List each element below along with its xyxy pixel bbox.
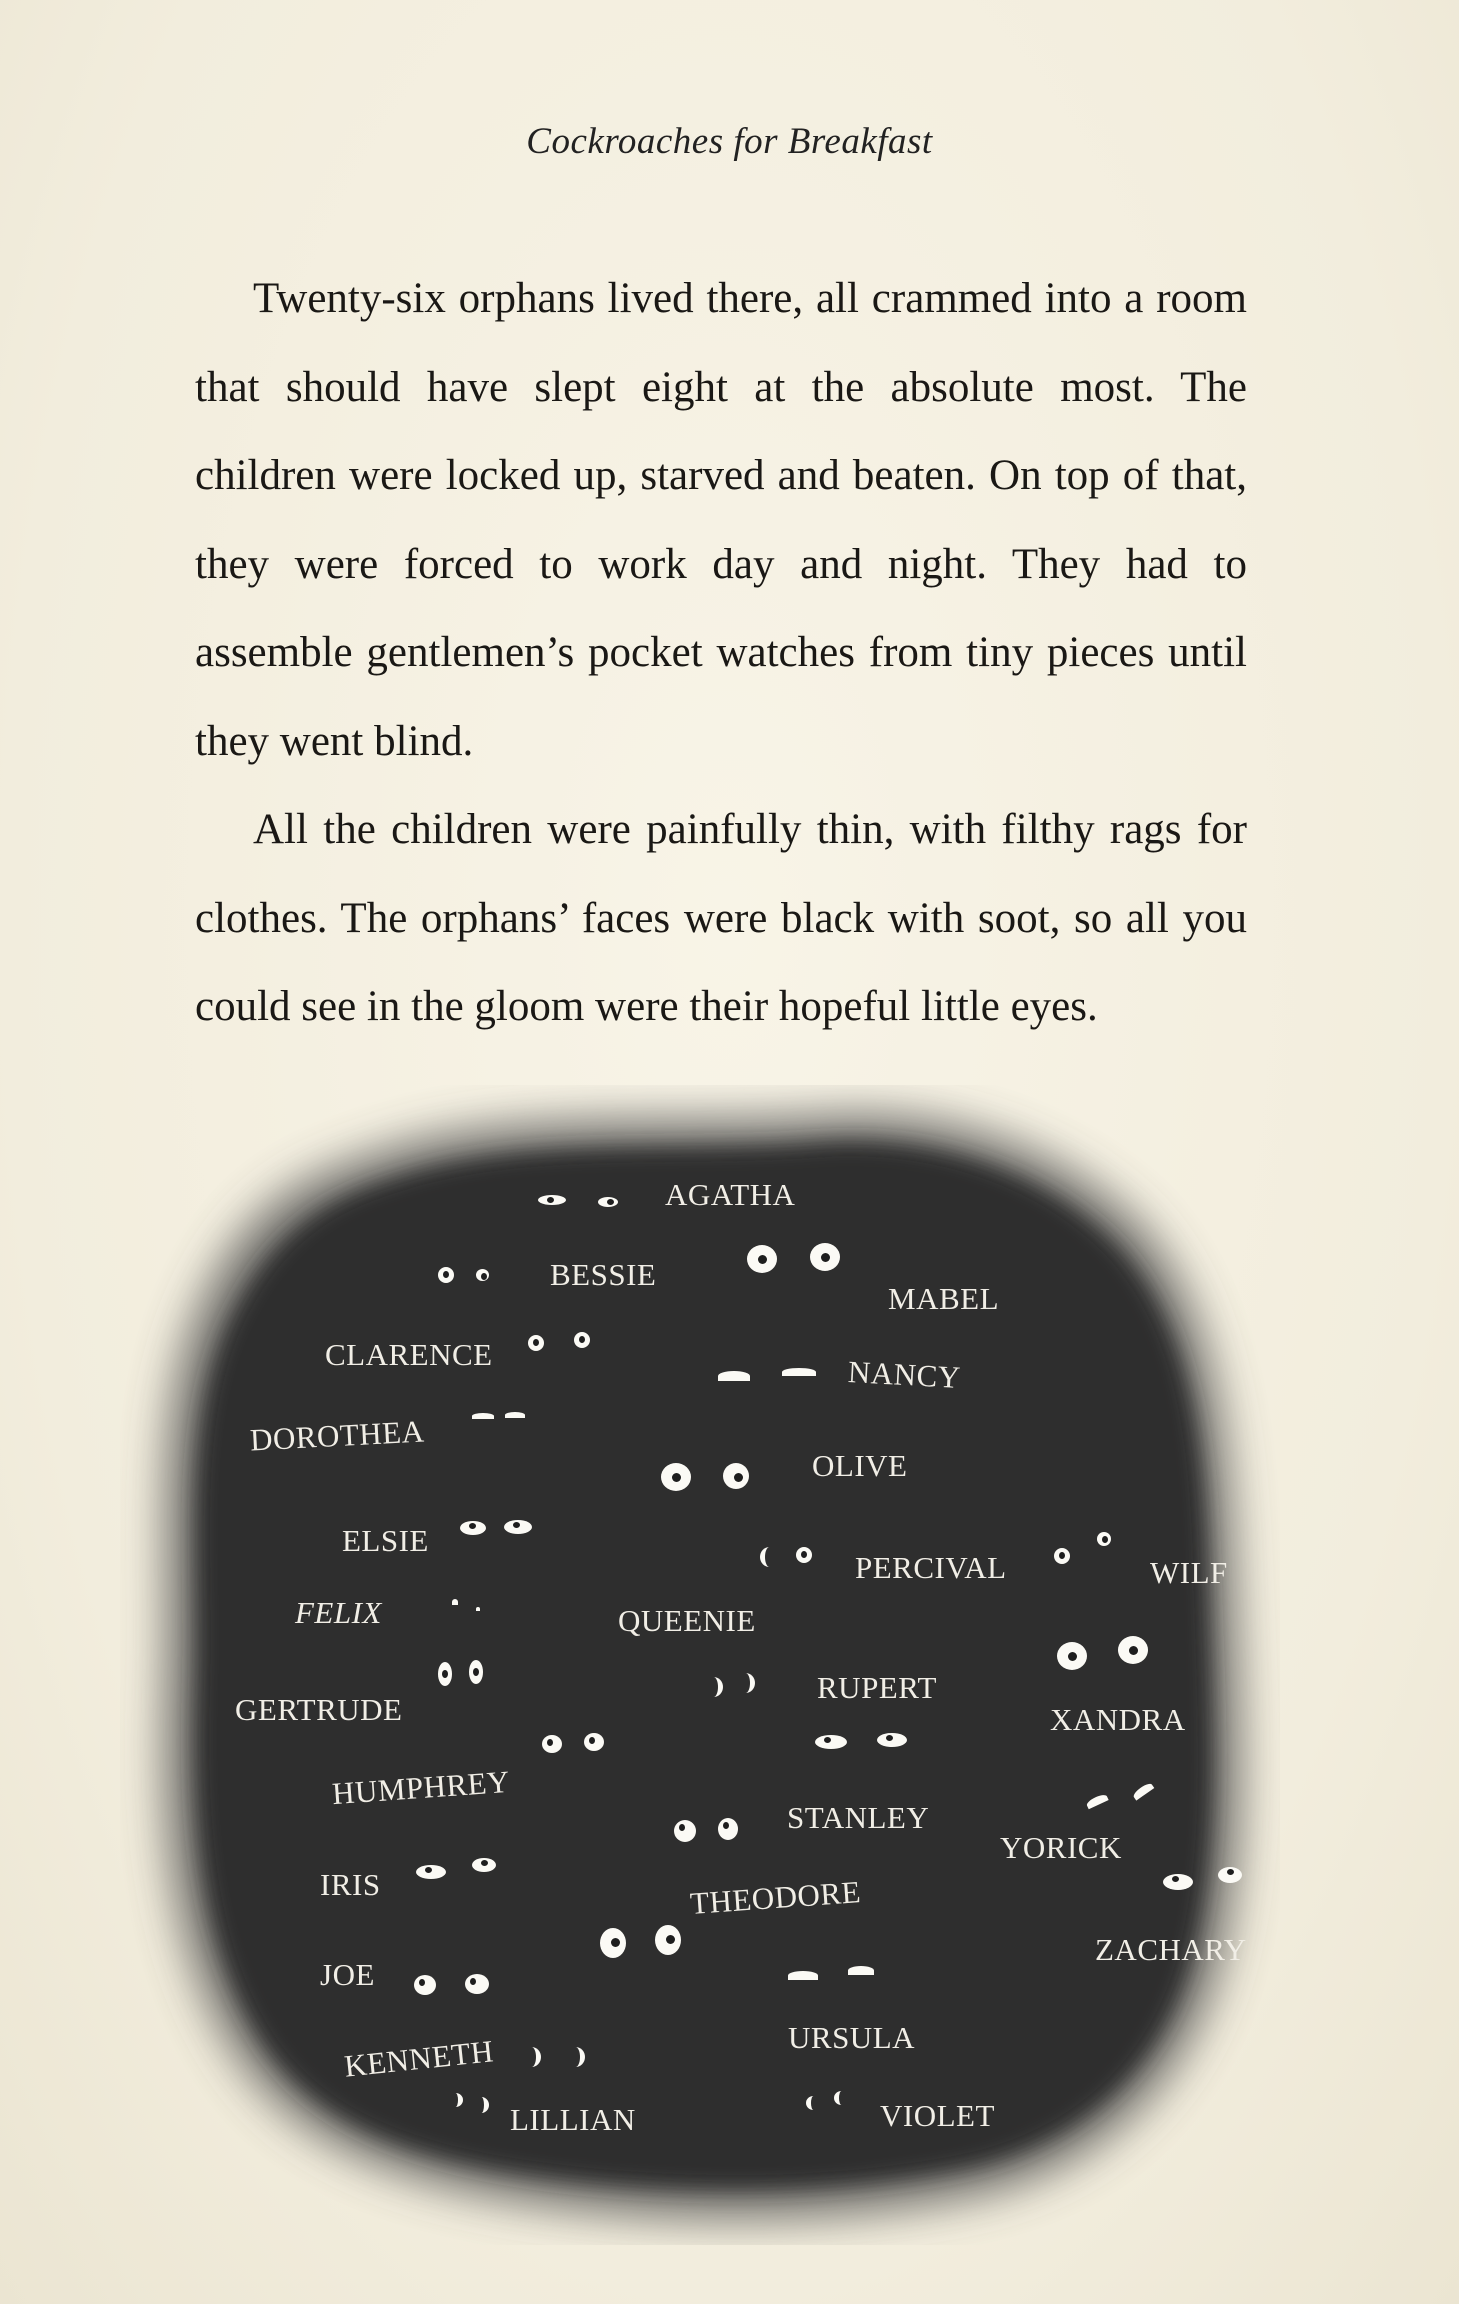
eye: [574, 1332, 590, 1348]
eye: [661, 1463, 691, 1491]
name-label: HUMPHREY: [330, 1763, 511, 1812]
eye: [472, 1858, 496, 1872]
eye: [655, 1925, 681, 1955]
eye: [796, 1547, 812, 1563]
eye: [834, 2091, 849, 2105]
name-label: PERCIVAL: [855, 1550, 1007, 1585]
eye: [1054, 1548, 1070, 1564]
name-label: RUPERT: [817, 1670, 937, 1705]
eye: [566, 2047, 585, 2067]
eye: [505, 1412, 525, 1418]
running-head: Cockroaches for Breakfast: [526, 121, 933, 162]
eye: [600, 1928, 626, 1958]
eye: [448, 2093, 463, 2107]
eye: [782, 1368, 816, 1376]
orphans-illustration: [120, 1085, 1280, 2245]
eye: [1118, 1636, 1148, 1664]
name-label: DOROTHEA: [249, 1413, 426, 1458]
name-label: THEODORE: [688, 1874, 863, 1921]
name-label: NANCY: [847, 1354, 962, 1395]
eye: [542, 1735, 562, 1753]
eye: [810, 1243, 840, 1271]
eye: [438, 1267, 454, 1283]
eye: [538, 1195, 566, 1205]
name-label: ELSIE: [342, 1523, 429, 1558]
name-label: LILLIAN: [510, 2102, 636, 2137]
name-label: CLARENCE: [325, 1337, 493, 1372]
eye: [815, 1735, 847, 1749]
soot-blot: [120, 1085, 1280, 2245]
eye: [723, 1463, 749, 1489]
body-text: [195, 255, 1247, 1052]
eye: [848, 1966, 874, 1975]
eye: [469, 1660, 483, 1684]
eye: [474, 2097, 489, 2113]
name-label: YORICK: [1000, 1830, 1122, 1865]
name-label: OLIVE: [812, 1448, 908, 1483]
eye: [877, 1733, 907, 1747]
name-label: QUEENIE: [618, 1603, 756, 1638]
eye: [416, 1865, 446, 1879]
name-label: GERTRUDE: [235, 1692, 403, 1727]
eye: [438, 1662, 452, 1686]
eye: [718, 1818, 738, 1840]
eye: [718, 1371, 750, 1381]
eye: [476, 1607, 480, 1611]
eye: [472, 1413, 494, 1419]
eye: [674, 1820, 696, 1842]
name-label: ZACHARY: [1095, 1932, 1247, 1967]
eye: [476, 1269, 489, 1281]
eye: [736, 1673, 755, 1693]
eye: [806, 2096, 821, 2110]
eye: [1218, 1867, 1242, 1883]
eye: [522, 2047, 541, 2067]
name-label: FELIX: [295, 1595, 382, 1630]
eye: [465, 1974, 489, 1994]
name-label: AGATHA: [665, 1177, 796, 1212]
eye: [584, 1733, 604, 1751]
paragraph: All the children were painfully thin, with filthy rags for clothes. The orphans’ faces were black with soot, so all you could see in the gloom were their hopeful little eyes.: [195, 806, 1247, 1030]
name-label: URSULA: [788, 2020, 916, 2055]
eye: [788, 1971, 818, 1980]
name-label: KENNETH: [342, 2033, 496, 2084]
eye: [1057, 1642, 1087, 1670]
eye: [747, 1245, 777, 1273]
eye: [598, 1197, 618, 1207]
eye: [460, 1521, 486, 1535]
eye: [704, 1677, 723, 1697]
name-label: JOE: [320, 1957, 375, 1992]
eye: [414, 1975, 436, 1995]
name-label: IRIS: [320, 1867, 381, 1902]
paragraph: Twenty-six orphans lived there, all crammed into a room that should have slept eight at the absolute most. The children were locked up, starved and beaten. On top of that, they were forced to work day and night. They had to assemble gentlemen’s pocket watches from tiny pieces until they went blind.: [195, 275, 1247, 765]
name-label: STANLEY: [787, 1800, 930, 1835]
name-label: MABEL: [888, 1281, 999, 1316]
name-label: BESSIE: [550, 1257, 657, 1292]
name-label: XANDRA: [1050, 1702, 1186, 1737]
eye: [1163, 1874, 1193, 1890]
eye: [760, 1547, 779, 1567]
eye: [1097, 1532, 1111, 1546]
eye: [504, 1520, 532, 1534]
name-label: WILF: [1150, 1555, 1228, 1590]
eye: [452, 1599, 458, 1605]
name-label: VIOLET: [880, 2098, 995, 2133]
eye: [528, 1335, 544, 1351]
